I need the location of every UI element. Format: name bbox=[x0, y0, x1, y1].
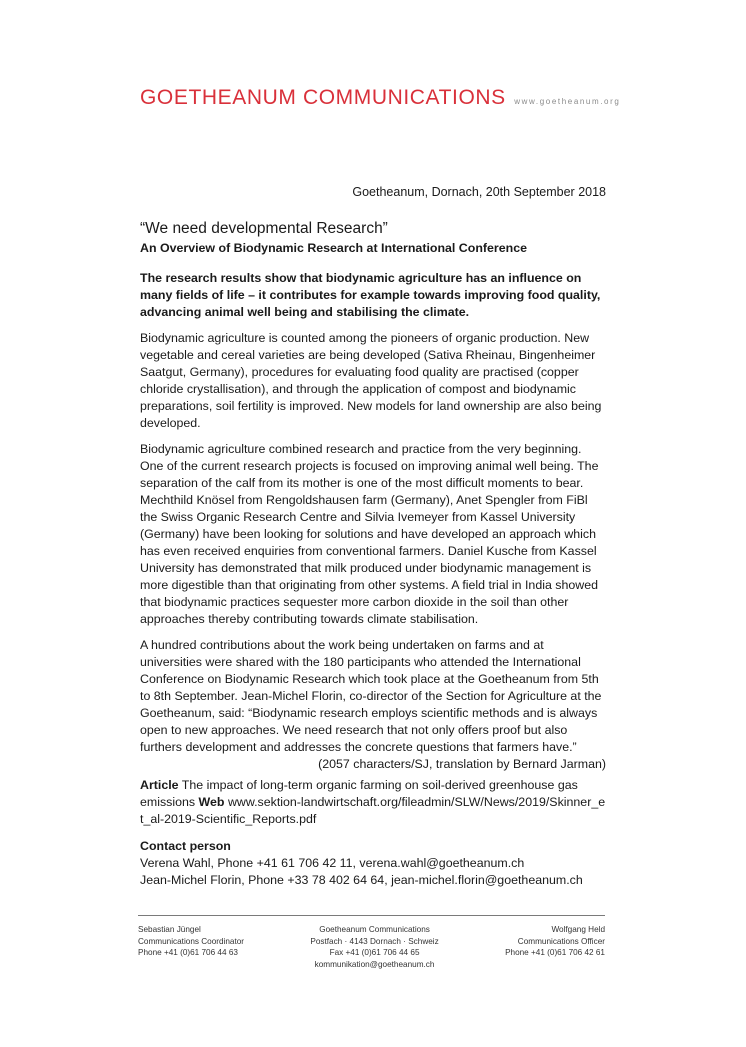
footer-center-fax: Fax +41 (0)61 706 44 65 bbox=[329, 948, 420, 957]
body-paragraph-2: Biodynamic agriculture combined research and practice from the very beginning. One of the current research projects is focused on improving animal well being. The separation of the calf from its mother is one of the most difficult moments to bear. Mechthild Knösel from Rengoldshausen farm (Germany), Anet Spengler from FiBl the Swiss Organic Research Centre and Silvia Ivemeyer from Kassel University (Germany) have been looking for solutions and have developed an approach which has even received enquiries from conventional farmers. Daniel Kusche from Kassel University has demonstrated that milk produced under biodynamic management is more digestible than that originating from other systems. A field trial in India showed that biodynamic practices sequester more carbon dioxide in the soil than other approaches thereby contributing towards climate stabilisation. bbox=[140, 442, 599, 626]
footer-center-office bbox=[310, 924, 438, 970]
page-footer bbox=[138, 915, 605, 970]
footer-center-address: Postfach · 4143 Dornach · Schweiz bbox=[310, 936, 439, 946]
article-title: “We need developmental Research” bbox=[140, 220, 388, 237]
character-credit: (2057 characters/SJ, translation by Bernard Jarman) bbox=[318, 757, 606, 771]
footer-right-role: Communications Officer bbox=[517, 936, 605, 946]
contact-block bbox=[140, 838, 606, 889]
footer-left-phone: Phone +41 (0)61 706 44 63 bbox=[138, 948, 238, 957]
press-release-body bbox=[140, 219, 606, 889]
reference-text bbox=[140, 777, 606, 828]
body-paragraph-1: Biodynamic agriculture is counted among the pioneers of organic production. New vegetable and cereal varieties are being developed (Sativa Rheinau, Bingenheimer Saatgut, Germany), procedures for evaluating food quality are practised (copper chloride crystallisation), and through the application of compost and biodynamic preparations, soil fertility is improved. New models for land ownership are also being developed. bbox=[140, 331, 602, 430]
dateline: Goetheanum, Dornach, 20th September 2018 bbox=[352, 185, 606, 199]
footer-center-email[interactable]: kommunikation@goetheanum.ch bbox=[314, 959, 435, 969]
contact-heading: Contact person bbox=[140, 839, 231, 853]
web-link[interactable]: www.sektion-landwirtschaft.org/fileadmin/SLW/News/2019/Skinner_et_al-2019-Scientific_Reports.pdf bbox=[140, 795, 606, 826]
article-subtitle: An Overview of Biodynamic Research at International Conference bbox=[140, 241, 527, 255]
footer-right-contact bbox=[505, 924, 605, 970]
brand-name: GOETHEANUM COMMUNICATIONS bbox=[140, 86, 506, 109]
footer-left-contact bbox=[138, 924, 244, 970]
footer-right-name: Wolfgang Held bbox=[551, 925, 605, 934]
contact-line-1[interactable]: Verena Wahl, Phone +41 61 706 42 11, verena.wahl@goetheanum.ch bbox=[140, 856, 525, 870]
reference-block bbox=[140, 777, 606, 828]
article-reference: The impact of long-term organic farming on soil-derived greenhouse gas emissions bbox=[140, 778, 578, 809]
body-paragraph-3: A hundred contributions about the work being undertaken on farms and at universities were shared with the 180 participants who attended the International Conference on Biodynamic Research which took place at the Goetheanum from 5th to 8th September. Jean-Michel Florin, co-director of the Section for Agriculture at the Goetheanum, said: “Biodynamic research employs scientific methods and is always open to new approaches. We need research that not only offers proof but also furthers development and addresses the concrete questions that farmers have.” bbox=[140, 638, 602, 754]
lead-paragraph: The research results show that biodynamic agriculture has an influence on many fields of life – it contributes for example towards improving food quality, advancing animal well being and stabilising the climate. bbox=[140, 271, 601, 319]
footer-left-name: Sebastian Jüngel bbox=[138, 925, 201, 934]
contact-line-2[interactable]: Jean-Michel Florin, Phone +33 78 402 64 64, jean-michel.florin@goetheanum.ch bbox=[140, 873, 583, 887]
brand-url[interactable]: www.goetheanum.org bbox=[514, 97, 621, 106]
letterhead bbox=[140, 86, 620, 110]
footer-right-phone: Phone +41 (0)61 706 42 61 bbox=[505, 948, 605, 957]
article-label: Article bbox=[140, 778, 179, 792]
footer-center-name: Goetheanum Communications bbox=[319, 925, 430, 934]
web-label: Web bbox=[198, 795, 225, 809]
footer-left-role: Communications Coordinator bbox=[138, 936, 245, 946]
